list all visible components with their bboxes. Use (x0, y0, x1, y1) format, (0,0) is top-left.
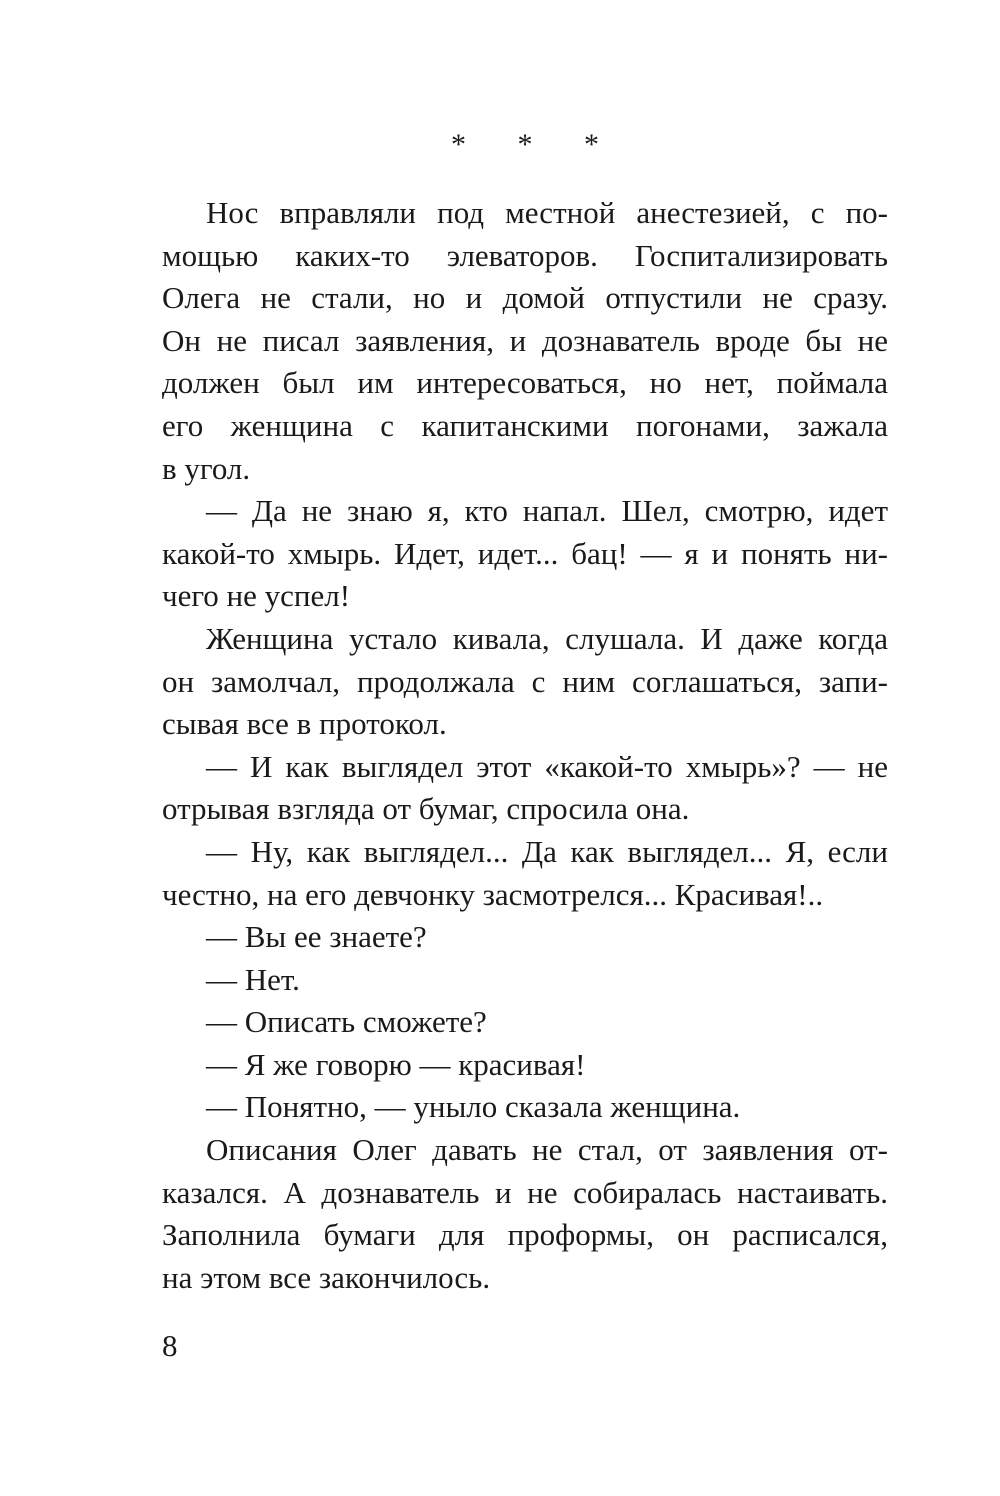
text-line: чего не успел! (162, 578, 351, 614)
text-line: отрывая взгляда от бумаг, спросила она. (162, 791, 690, 827)
text-line: Заполнила бумаги для проформы, он расписался, (162, 1217, 888, 1253)
text-line: — Я же говорю — красивая! (206, 1046, 586, 1082)
text-line: Описания Олег давать не стал, от заявления от- (206, 1132, 888, 1168)
text-line: — Да не знаю я, кто напал. Шел, смотрю, идет (206, 493, 888, 529)
paragraph (162, 1129, 888, 1299)
paragraph (162, 746, 888, 831)
text-line: — Нет. (206, 961, 300, 997)
paragraph (162, 192, 888, 490)
text-line: — Ну, как выглядел... Да как выглядел... Я, если (206, 833, 888, 869)
text-line: какой-то хмырь. Идет, идет... бац! — я и понять ни- (162, 535, 888, 571)
section-separator: * * * (451, 128, 621, 161)
text-line: — Понятно, — уныло сказала женщина. (206, 1089, 741, 1125)
text-line: Олега не стали, но и домой отпустили не сразу. (162, 280, 888, 316)
page-number: 8 (162, 1328, 178, 1363)
paragraph (162, 1001, 888, 1044)
text-line: Он не писал заявления, и дознаватель вроде бы не (162, 322, 888, 358)
text-line: — Вы ее знаете? (206, 919, 427, 955)
paragraph (162, 490, 888, 618)
paragraph (162, 916, 888, 959)
text-line: честно, на его девчонку засмотрелся... Красивая!.. (162, 876, 824, 912)
paragraph (162, 831, 888, 916)
text-line: на этом все закончилось. (162, 1259, 491, 1295)
text-line: Женщина устало кивала, слушала. И даже когда (206, 620, 888, 656)
text-line: он замолчал, продолжала с ним соглашаться, запи- (162, 663, 888, 699)
text-line: — И как выглядел этот «какой-то хмырь»? — не (206, 748, 888, 784)
paragraph (162, 1086, 888, 1129)
text-line: должен был им интересоваться, но нет, поймала (162, 365, 888, 401)
text-line: сывая все в протокол. (162, 706, 447, 742)
paragraph (162, 1044, 888, 1087)
text-line: в угол. (162, 450, 251, 486)
text-line: — Описать сможете? (206, 1004, 487, 1040)
page-body (162, 128, 888, 1299)
text-line: казался. А дознаватель и не собиралась настаивать. (162, 1174, 888, 1210)
paragraph (162, 618, 888, 746)
text-line: мощью каких-то элеваторов. Госпитализировать (162, 237, 888, 273)
text-line: его женщина с капитанскими погонами, зажала (162, 407, 888, 443)
paragraph (162, 959, 888, 1002)
text-line: Нос вправляли под местной анестезией, с по- (206, 195, 888, 230)
